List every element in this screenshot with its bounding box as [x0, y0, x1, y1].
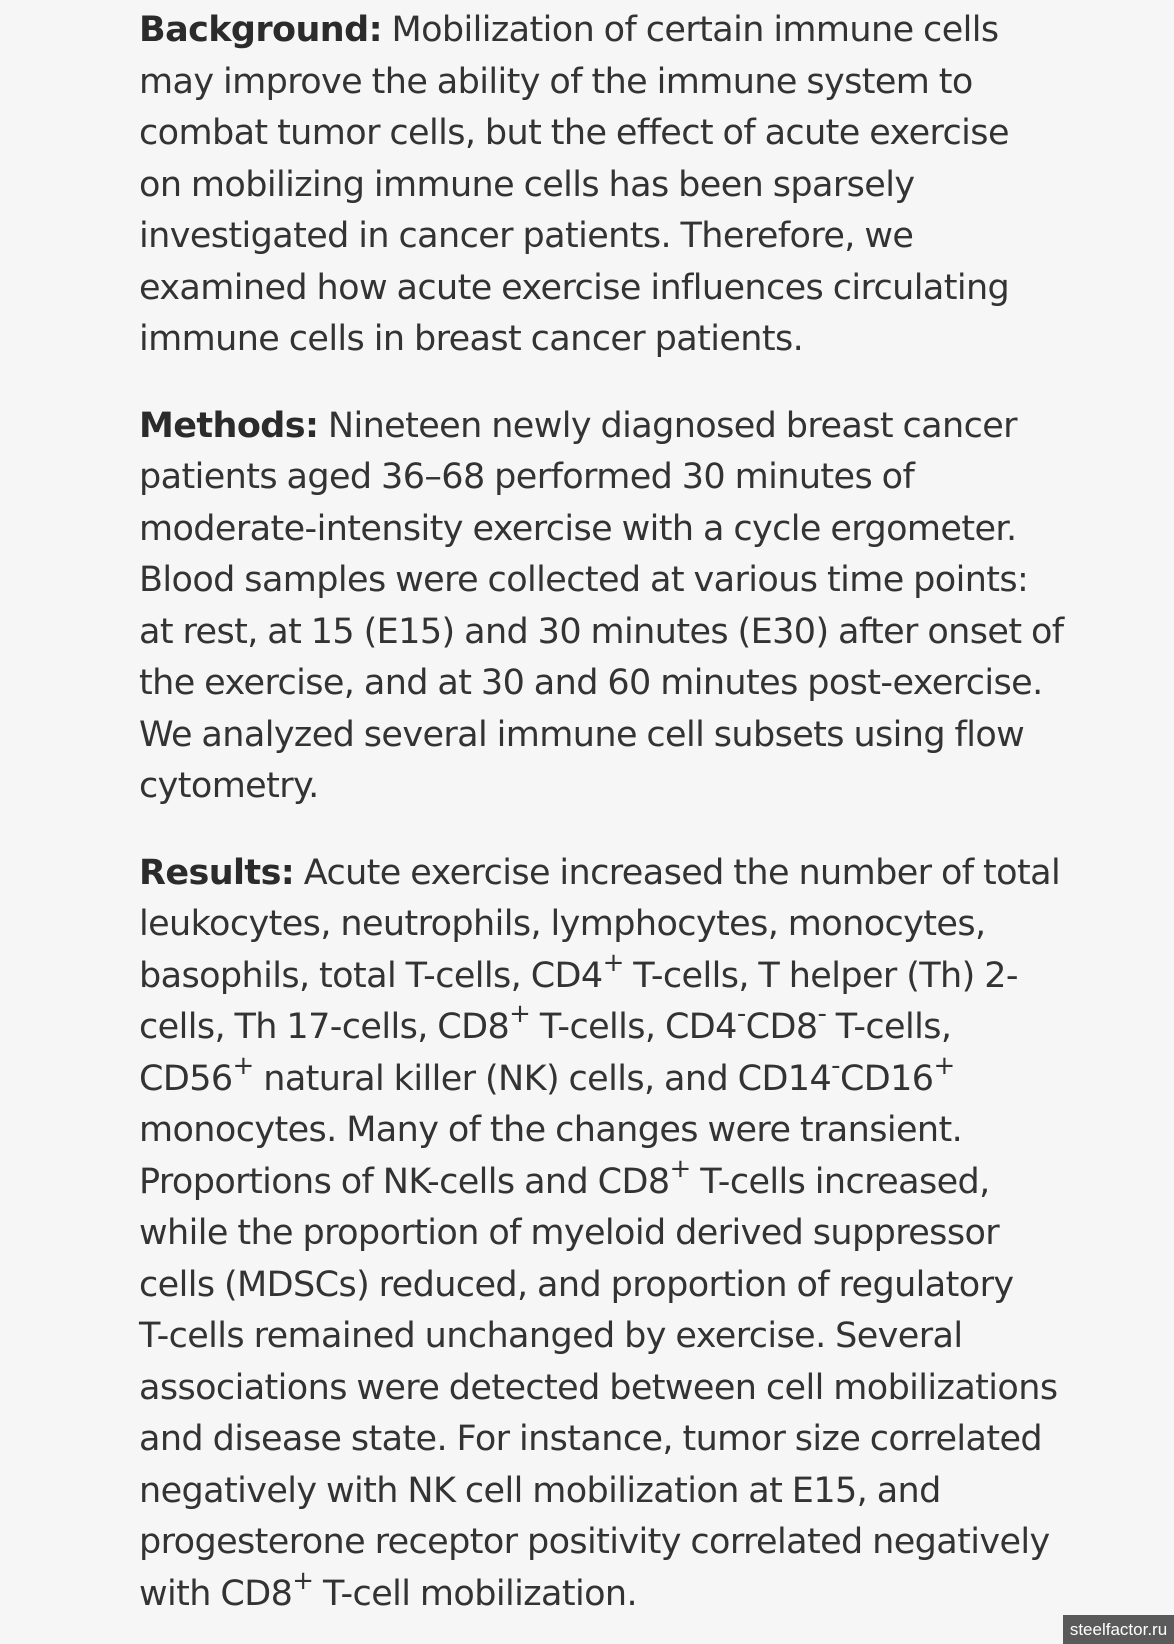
text-line: [139, 947, 1129, 1003]
results-line-1: [139, 848, 1129, 900]
text-line: on mobilizing immune cells has been sparsely: [139, 164, 915, 205]
text-segment: T-cells, CD4: [530, 1007, 737, 1047]
text-segment: basophils, total T-cells, CD4: [139, 955, 603, 996]
superscript: +: [509, 999, 531, 1030]
text-segment: CD8: [745, 1007, 818, 1047]
text-segment: Proportions of NK-cells and CD8: [139, 1161, 670, 1202]
methods-heading: Methods:: [139, 405, 319, 446]
text-line: [139, 1050, 1129, 1106]
text-segment: Acute exercise increased the number of total: [294, 852, 1061, 893]
superscript: +: [933, 1050, 955, 1081]
text-line: [139, 1517, 1129, 1569]
text-segment: monocytes. Many of the changes were transient.: [139, 1110, 963, 1150]
text-segment: Nineteen newly diagnosed breast cancer: [318, 405, 1017, 446]
background-heading: Background:: [139, 10, 382, 50]
text-segment: Mobilization of certain immune cells: [381, 10, 999, 50]
text-line: moderate-intensity exercise with a cycle ergometer.: [139, 508, 1017, 549]
superscript: -: [736, 999, 746, 1030]
superscript: +: [232, 1050, 254, 1081]
text-line: [139, 1363, 1129, 1415]
text-line: [139, 1153, 1129, 1209]
text-line: examined how acute exercise influences circulating: [139, 267, 1010, 308]
text-segment: associations were detected between cell mobilizations: [139, 1367, 1058, 1408]
watermark: steelfactor.ru: [1063, 1615, 1174, 1644]
text-segment: T-cells increased,: [690, 1161, 990, 1202]
text-line: at rest, at 15 (E15) and 30 minutes (E30) after onset of: [139, 611, 1064, 652]
text-line: may improve the ability of the immune system to: [139, 61, 973, 102]
superscript: +: [292, 1565, 314, 1596]
background-paragraph: [139, 5, 1129, 366]
methods-line-1: [139, 401, 1129, 453]
text-segment: T-cell mobilization.: [313, 1573, 637, 1614]
text-segment: with CD8: [139, 1573, 293, 1614]
text-line: [139, 1260, 1129, 1312]
text-segment: negatively with NK cell mobilization at E15, and: [139, 1470, 941, 1511]
text-segment: and disease state. For instance, tumor size correlated: [139, 1419, 1043, 1459]
superscript: +: [669, 1153, 691, 1184]
text-line: [139, 999, 1129, 1054]
text-segment: cells (MDSCs) reduced, and proportion of regulatory: [139, 1264, 1014, 1305]
text-segment: leukocytes, neutrophils, lymphocytes, monocytes,: [139, 904, 986, 944]
text-line: [139, 1466, 1129, 1518]
text-line: immune cells in breast cancer patients.: [139, 319, 804, 359]
text-segment: CD16: [839, 1058, 934, 1099]
text-segment: T-cells,: [826, 1007, 952, 1047]
text-line: [139, 1565, 1129, 1621]
superscript: -: [817, 999, 827, 1030]
text-segment: natural killer (NK) cells, and CD14: [253, 1058, 832, 1099]
abstract-text: [139, 5, 1129, 1620]
text-line: Blood samples were collected at various time points:: [139, 560, 1029, 600]
text-line: [139, 899, 1129, 951]
superscript: -: [831, 1050, 840, 1081]
text-segment: CD56: [139, 1058, 233, 1099]
text-line: [139, 1311, 1129, 1363]
text-line: [139, 1414, 1129, 1466]
text-segment: T-cells remained unchanged by exercise. Several: [139, 1316, 963, 1356]
text-segment: cells, Th 17-cells, CD8: [139, 1007, 510, 1047]
text-line: investigated in cancer patients. Therefore, we: [139, 216, 914, 256]
results-heading: Results:: [139, 852, 295, 893]
text-line: patients aged 36–68 performed 30 minutes of: [139, 457, 915, 497]
text-segment: progesterone receptor positivity correlated negatively: [139, 1522, 1050, 1562]
text-segment: T-cells, T helper (Th) 2-: [623, 955, 1018, 996]
text-line: combat tumor cells, but the effect of acute exercise: [139, 113, 1009, 153]
background-line-1: [139, 5, 1129, 57]
text-segment: while the proportion of myeloid derived suppressor: [139, 1213, 1000, 1253]
text-line: the exercise, and at 30 and 60 minutes post-exercise.: [139, 663, 1043, 703]
text-line: [139, 1105, 1129, 1157]
text-line: cytometry.: [139, 766, 319, 806]
text-line: [139, 1208, 1129, 1260]
results-paragraph: [139, 848, 1129, 1621]
text-line: We analyzed several immune cell subsets using flow: [139, 714, 1025, 755]
superscript: +: [602, 947, 624, 978]
methods-paragraph: [139, 401, 1129, 813]
